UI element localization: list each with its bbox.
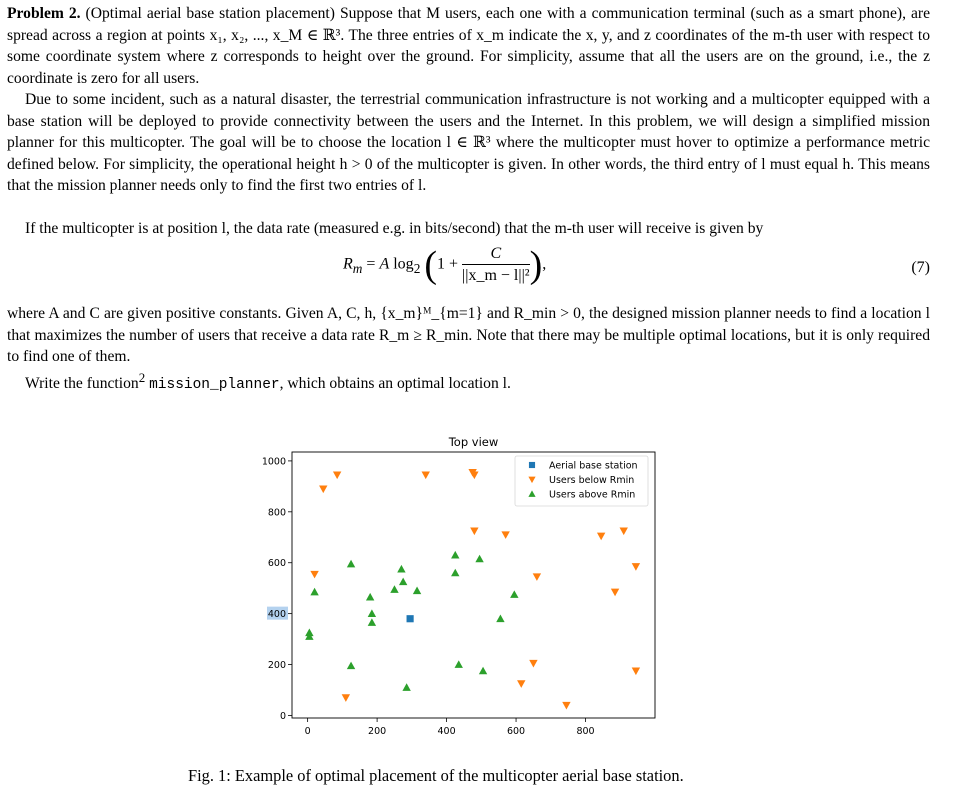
eq-lhs-sub: m — [352, 260, 363, 276]
data-rate-paragraph: If the multicopter is at position l, the data rate (measured e.g. in bits/second) that the m-th user will receive is given by — [25, 220, 764, 237]
user-above-marker — [451, 569, 459, 577]
station-marker — [407, 615, 414, 622]
x-tick-label: 400 — [437, 726, 456, 737]
function-name-code: mission_planner — [149, 377, 280, 394]
y-tick-label: 400 — [267, 609, 286, 621]
user-below-marker — [310, 571, 318, 579]
user-below-marker — [319, 486, 327, 494]
eq-equals: = — [362, 255, 380, 273]
legend-station-marker — [529, 462, 535, 468]
legend-label: Aerial base station — [549, 460, 638, 472]
eq-lhs: R — [343, 255, 353, 273]
user-above-marker — [455, 660, 463, 668]
user-above-marker — [310, 588, 318, 596]
mission-paragraph: where A and C are given positive constants. Given A, C, h, {x_m}ᴹ_{m=1} and R_min > 0, the designed mission planner needs to find a location l that maximizes the number of users that receive a data rate R_m ≥ R_min. Note that there may be multiple optimal locations, but it is only required to find one of them. — [7, 305, 930, 365]
user-above-marker — [475, 555, 483, 563]
user-above-marker — [402, 683, 410, 691]
user-below-marker — [611, 589, 619, 597]
problem-intro-text: (Optimal aerial base station placement) Suppose that M users, each one with a communication terminal (such as a smart phone), are spread across a region at points x₁, x₂, ..., x_M ∈ ℝ³. The three entries of x_m indicate the x, y, and z coordinates of the m-th user with respect to some coordinate system where z corresponds to height over the ground. For simplicity, assume that all the users are on the ground, i.e., the z coordinate is zero for all users. — [7, 5, 930, 87]
figure-caption: Fig. 1: Example of optimal placement of the multicopter aerial base station. — [188, 766, 684, 785]
y-tick-label: 0 — [279, 710, 286, 722]
user-below-marker — [597, 533, 605, 541]
user-below-marker — [533, 573, 541, 581]
user-below-marker — [342, 694, 350, 702]
eq-log-sub: 2 — [413, 260, 421, 276]
user-below-marker — [620, 528, 628, 536]
legend-label: Users above Rmin — [549, 489, 636, 501]
user-above-marker — [451, 551, 459, 559]
user-above-marker — [510, 590, 518, 598]
y-tick-label: 800 — [267, 507, 286, 519]
y-tick-label: 600 — [267, 558, 286, 570]
user-above-marker — [368, 618, 376, 626]
equation-number: (7) — [911, 259, 930, 276]
user-above-marker — [479, 667, 487, 675]
eq-right-paren: ) — [529, 244, 543, 286]
y-tick-label: 1000 — [261, 456, 286, 468]
x-tick-label: 200 — [368, 726, 387, 737]
x-tick-label: 800 — [576, 726, 595, 737]
user-above-marker — [368, 609, 376, 617]
user-above-marker — [390, 585, 398, 593]
eq-left-paren: ( — [424, 244, 438, 286]
user-below-marker — [470, 472, 478, 480]
equation-body: $R_m = A$ $\log_2 (1$ + $\frac{C}{\text{||x\_m − l||²}}$ ), — [343, 244, 547, 286]
user-below-marker — [422, 472, 430, 480]
user-below-marker — [333, 472, 341, 480]
eq-denominator: ||x_m − l||² — [462, 266, 530, 284]
eq-coef: A — [379, 255, 390, 273]
x-tick-label: 600 — [506, 726, 526, 737]
user-above-marker — [397, 565, 405, 573]
user-above-marker — [366, 593, 374, 601]
user-below-marker — [529, 660, 537, 668]
user-below-marker — [501, 531, 509, 539]
footnote-mark: 2 — [138, 370, 146, 385]
user-below-marker — [632, 563, 640, 571]
legend-label: Users below Rmin — [549, 475, 635, 486]
incident-paragraph: Due to some incident, such as a natural disaster, the terrestrial communication infrastructure is not working and a multicopter equipped with a base station will be deployed to provide connectivity between the users and the Internet. In this problem, we will design a simplified mission planner for this multicopter. The goal will be to choose the location l ∈ ℝ³ where the multicopter must hover to optimize a performance metric defined below. For simplicity, the operational height h > 0 of the multicopter is given. In other words, the third entry of l must equal h. This means that the mission planner needs only to find the first two entries of l. — [7, 91, 930, 194]
user-above-marker — [413, 587, 421, 595]
y-tick-label: 200 — [267, 660, 286, 672]
user-above-marker — [347, 662, 355, 670]
user-above-marker — [496, 615, 504, 623]
user-below-marker — [632, 668, 640, 676]
write-function-text: Write the function — [25, 375, 139, 393]
chart-title: Top view — [448, 435, 499, 449]
user-above-marker — [399, 578, 407, 586]
write-function-tail: , which obtains an optimal location l. — [279, 375, 511, 393]
user-below-marker — [562, 702, 570, 710]
user-below-marker — [517, 680, 525, 688]
eq-log: log — [389, 255, 414, 273]
user-above-marker — [305, 629, 313, 637]
user-above-marker — [347, 560, 355, 568]
user-below-marker — [470, 528, 478, 536]
problem-heading: Problem 2. — [7, 5, 81, 22]
eq-numerator: C — [462, 244, 530, 265]
x-tick-label: 0 — [304, 726, 311, 737]
eq-one-plus: 1 + — [437, 255, 459, 273]
